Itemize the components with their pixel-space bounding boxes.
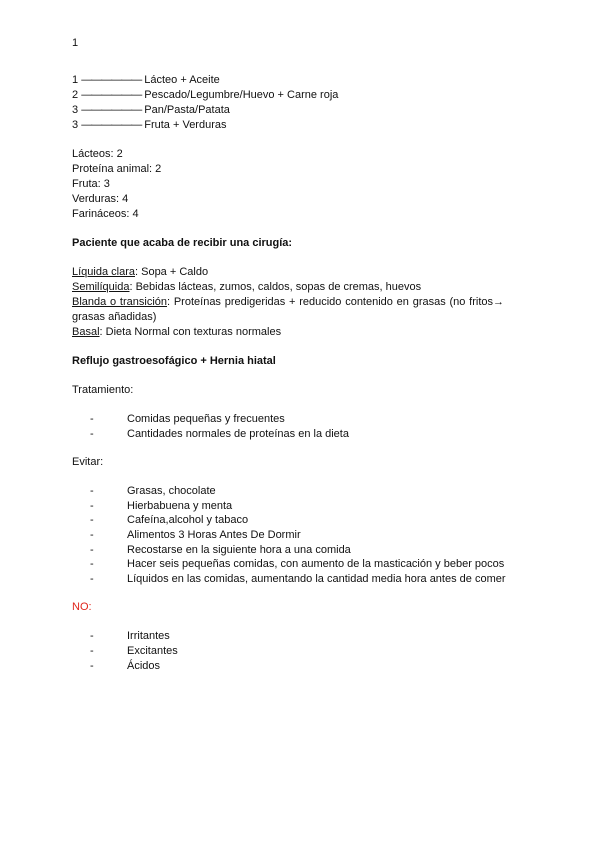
list-item: - Hierbabuena y menta (90, 499, 233, 512)
list-item: - Irritantes (90, 630, 170, 643)
no-list (72, 629, 532, 673)
group-line: 3 —————— Pan/Pasta/Patata (72, 104, 230, 116)
document-page (72, 36, 532, 673)
list-item: - Comidas pequeñas y frecuentes (90, 413, 285, 425)
list-item: - Recostarse en la siguiente hora a una comida (90, 543, 351, 556)
portions-list (72, 147, 532, 222)
page-number: 1 (72, 37, 79, 49)
list-item: - Líquidos en las comidas, aumentando la cantidad media hora antes de comer (90, 572, 506, 585)
list-item: - Excitantes (90, 644, 178, 657)
group-line: 1 —————— Lácteo + Aceite (72, 74, 220, 86)
list-item: - Ácidos (90, 659, 161, 672)
list-item: - Cafeína,alcohol y tabaco (90, 514, 249, 527)
group-line: 3 —————— Fruta + Verduras (72, 119, 227, 131)
reflux-heading: Reflujo gastroesofágico + Hernia hiatal (72, 355, 276, 367)
list-item: - Grasas, chocolate (90, 485, 216, 498)
diet-line: Blanda o transición: Proteínas predigeridas + reducido contenido en grasas (no fritos→ grasas añadidas) (72, 296, 505, 323)
treatment-list (72, 412, 532, 441)
diet-line: Líquida clara: Sopa + Caldo (72, 266, 209, 278)
avoid-label: Evitar: (72, 456, 104, 469)
portion-line: Farináceos: 4 (72, 208, 139, 220)
portion-line: Verduras: 4 (72, 193, 129, 205)
avoid-list (72, 484, 532, 586)
list-item: - Alimentos 3 Horas Antes De Dormir (90, 528, 301, 541)
no-label: NO: (72, 601, 92, 614)
portion-line: Proteína animal: 2 (72, 163, 162, 175)
surgery-heading: Paciente que acaba de recibir una cirugía: (72, 237, 293, 249)
diet-line: Basal: Dieta Normal con texturas normales (72, 326, 282, 338)
diet-line: Semilíquida: Bebidas lácteas, zumos, caldos, sopas de cremas, huevos (72, 281, 422, 293)
treatment-label: Tratamiento: (72, 384, 134, 396)
group-line: 2 —————— Pescado/Legumbre/Huevo + Carne roja (72, 89, 339, 101)
portion-line: Fruta: 3 (72, 178, 110, 190)
food-groups-list (72, 73, 532, 133)
portion-line: Lácteos: 2 (72, 148, 123, 160)
surgery-diets (72, 265, 532, 340)
list-item: - Cantidades normales de proteínas en la dieta (90, 427, 349, 440)
list-item: - Hacer seis pequeñas comidas, con aumento de la masticación y beber pocos (90, 558, 505, 571)
